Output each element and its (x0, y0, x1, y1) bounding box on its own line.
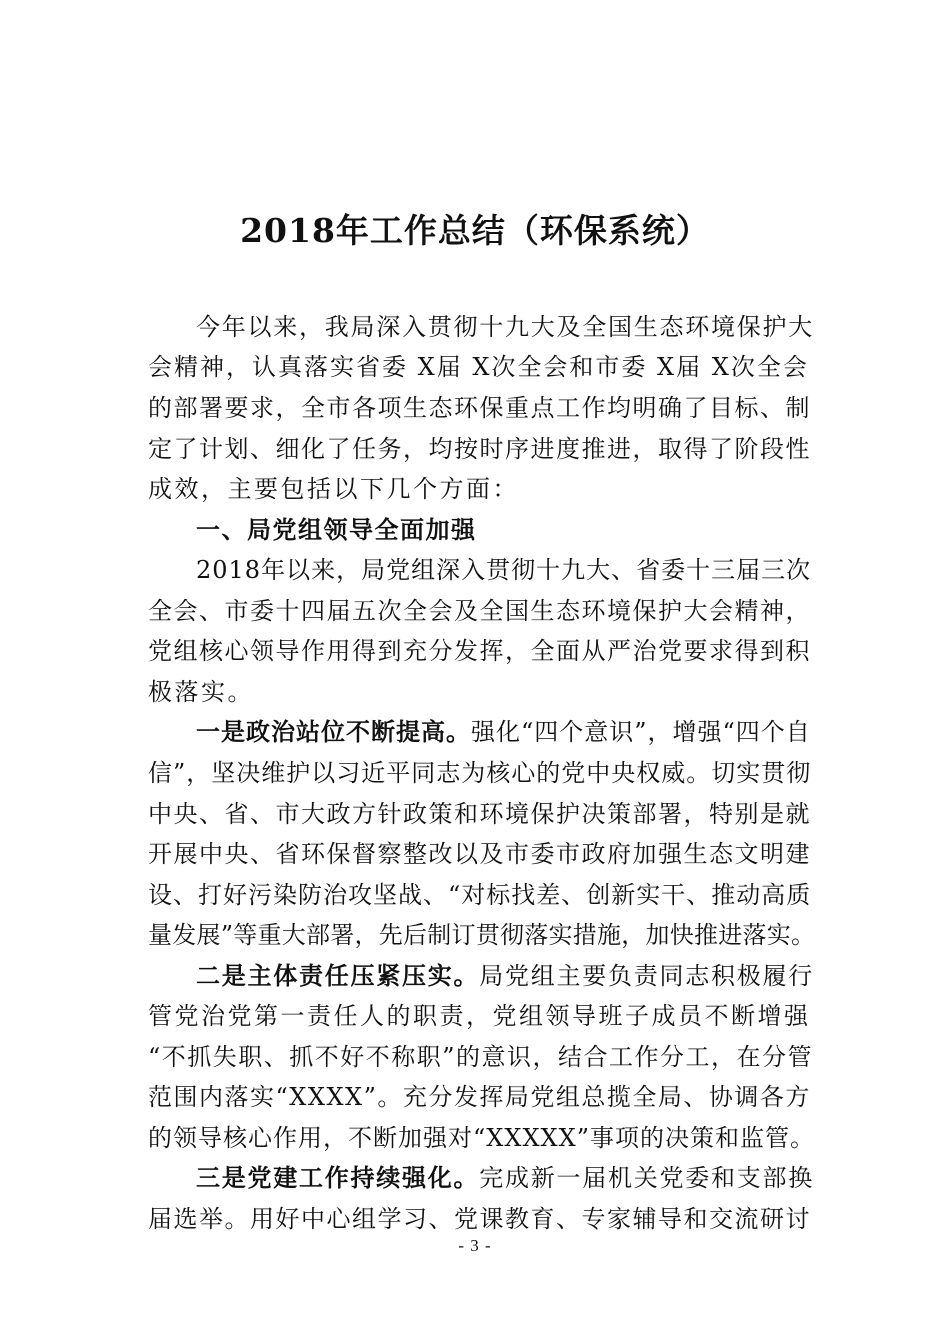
point3-lead: 三是党建工作持续强化。 (196, 1163, 480, 1192)
point2-lead: 二是主体责任压紧压实。 (196, 961, 480, 990)
point1-line: 开展中央、省环保督察整改以及市委市政府加强生态文明建 (148, 840, 811, 868)
document-title: 2018年工作总结（环保系统） (240, 211, 710, 250)
point2-line: 的领导核心作用，不断加强对“XXXXX”事项的决策和监管。 (148, 1124, 815, 1152)
point3-line: 届选举。用好中心组学习、党课教育、专家辅导和交流研讨 (148, 1205, 811, 1233)
point2-line: “不抓失职、抓不好不称职”的意识，结合工作分工，在分管 (148, 1043, 814, 1071)
intro-line: 成效，主要包括以下几个方面： (148, 475, 519, 503)
intro-line: 定了计划、细化了任务，均按时序进度推进，取得了阶段性 (148, 435, 811, 463)
section1-line: 2018年以来，局党组深入贯彻十九大、省委十三届三次 (196, 556, 812, 584)
point1-first-line (196, 717, 811, 747)
intro-line: 的部署要求，全市各项生态环保重点工作均明确了目标、制 (148, 394, 811, 422)
point1-line: 量发展”等重大部署，先后制订贯彻落实措施，加快推进落实。 (148, 921, 816, 949)
point1-line: 中央、省、市大政方针政策和环境保护决策部署，特别是就 (148, 800, 811, 828)
point2-line: 管党治党第一责任人的职责，党组领导班子成员不断增强 (148, 1002, 811, 1030)
point3-first-rest: 完成新一届机关党委和支部换 (479, 1164, 814, 1192)
point1-lead: 一是政治站位不断提高。 (196, 717, 471, 746)
point1-first-rest: 强化“四个意识”，增强“四个自 (471, 718, 811, 746)
intro-line: 今年以来，我局深入贯彻十九大及全国生态环境保护大 (196, 313, 814, 341)
point1-line: 设、打好污染防治攻坚战、“对标找差、创新实干、推动高质 (148, 881, 812, 909)
point3-first-line (196, 1163, 814, 1193)
section1-line: 极落实。 (148, 678, 254, 706)
page-number: - 3 - (458, 1236, 492, 1255)
intro-line: 会精神，认真落实省委 X届 X次全会和市委 X届 X次全会 (148, 353, 809, 381)
point1-line: 信”，坚决维护以习近平同志为核心的党中央权威。切实贯彻 (148, 759, 812, 787)
point2-line: 范围内落实“XXXX”。充分发挥局党组总揽全局、协调各方 (148, 1083, 811, 1111)
section1-line: 全会、市委十四届五次全会及全国生态环境保护大会精神， (148, 597, 811, 625)
section-heading: 一、局党组领导全面加强 (196, 516, 477, 544)
point2-first-line (196, 961, 814, 991)
point2-first-rest: 局党组主要负责同志积极履行 (479, 962, 814, 990)
section1-line: 党组核心领导作用得到充分发挥，全面从严治党要求得到积 (148, 637, 811, 665)
